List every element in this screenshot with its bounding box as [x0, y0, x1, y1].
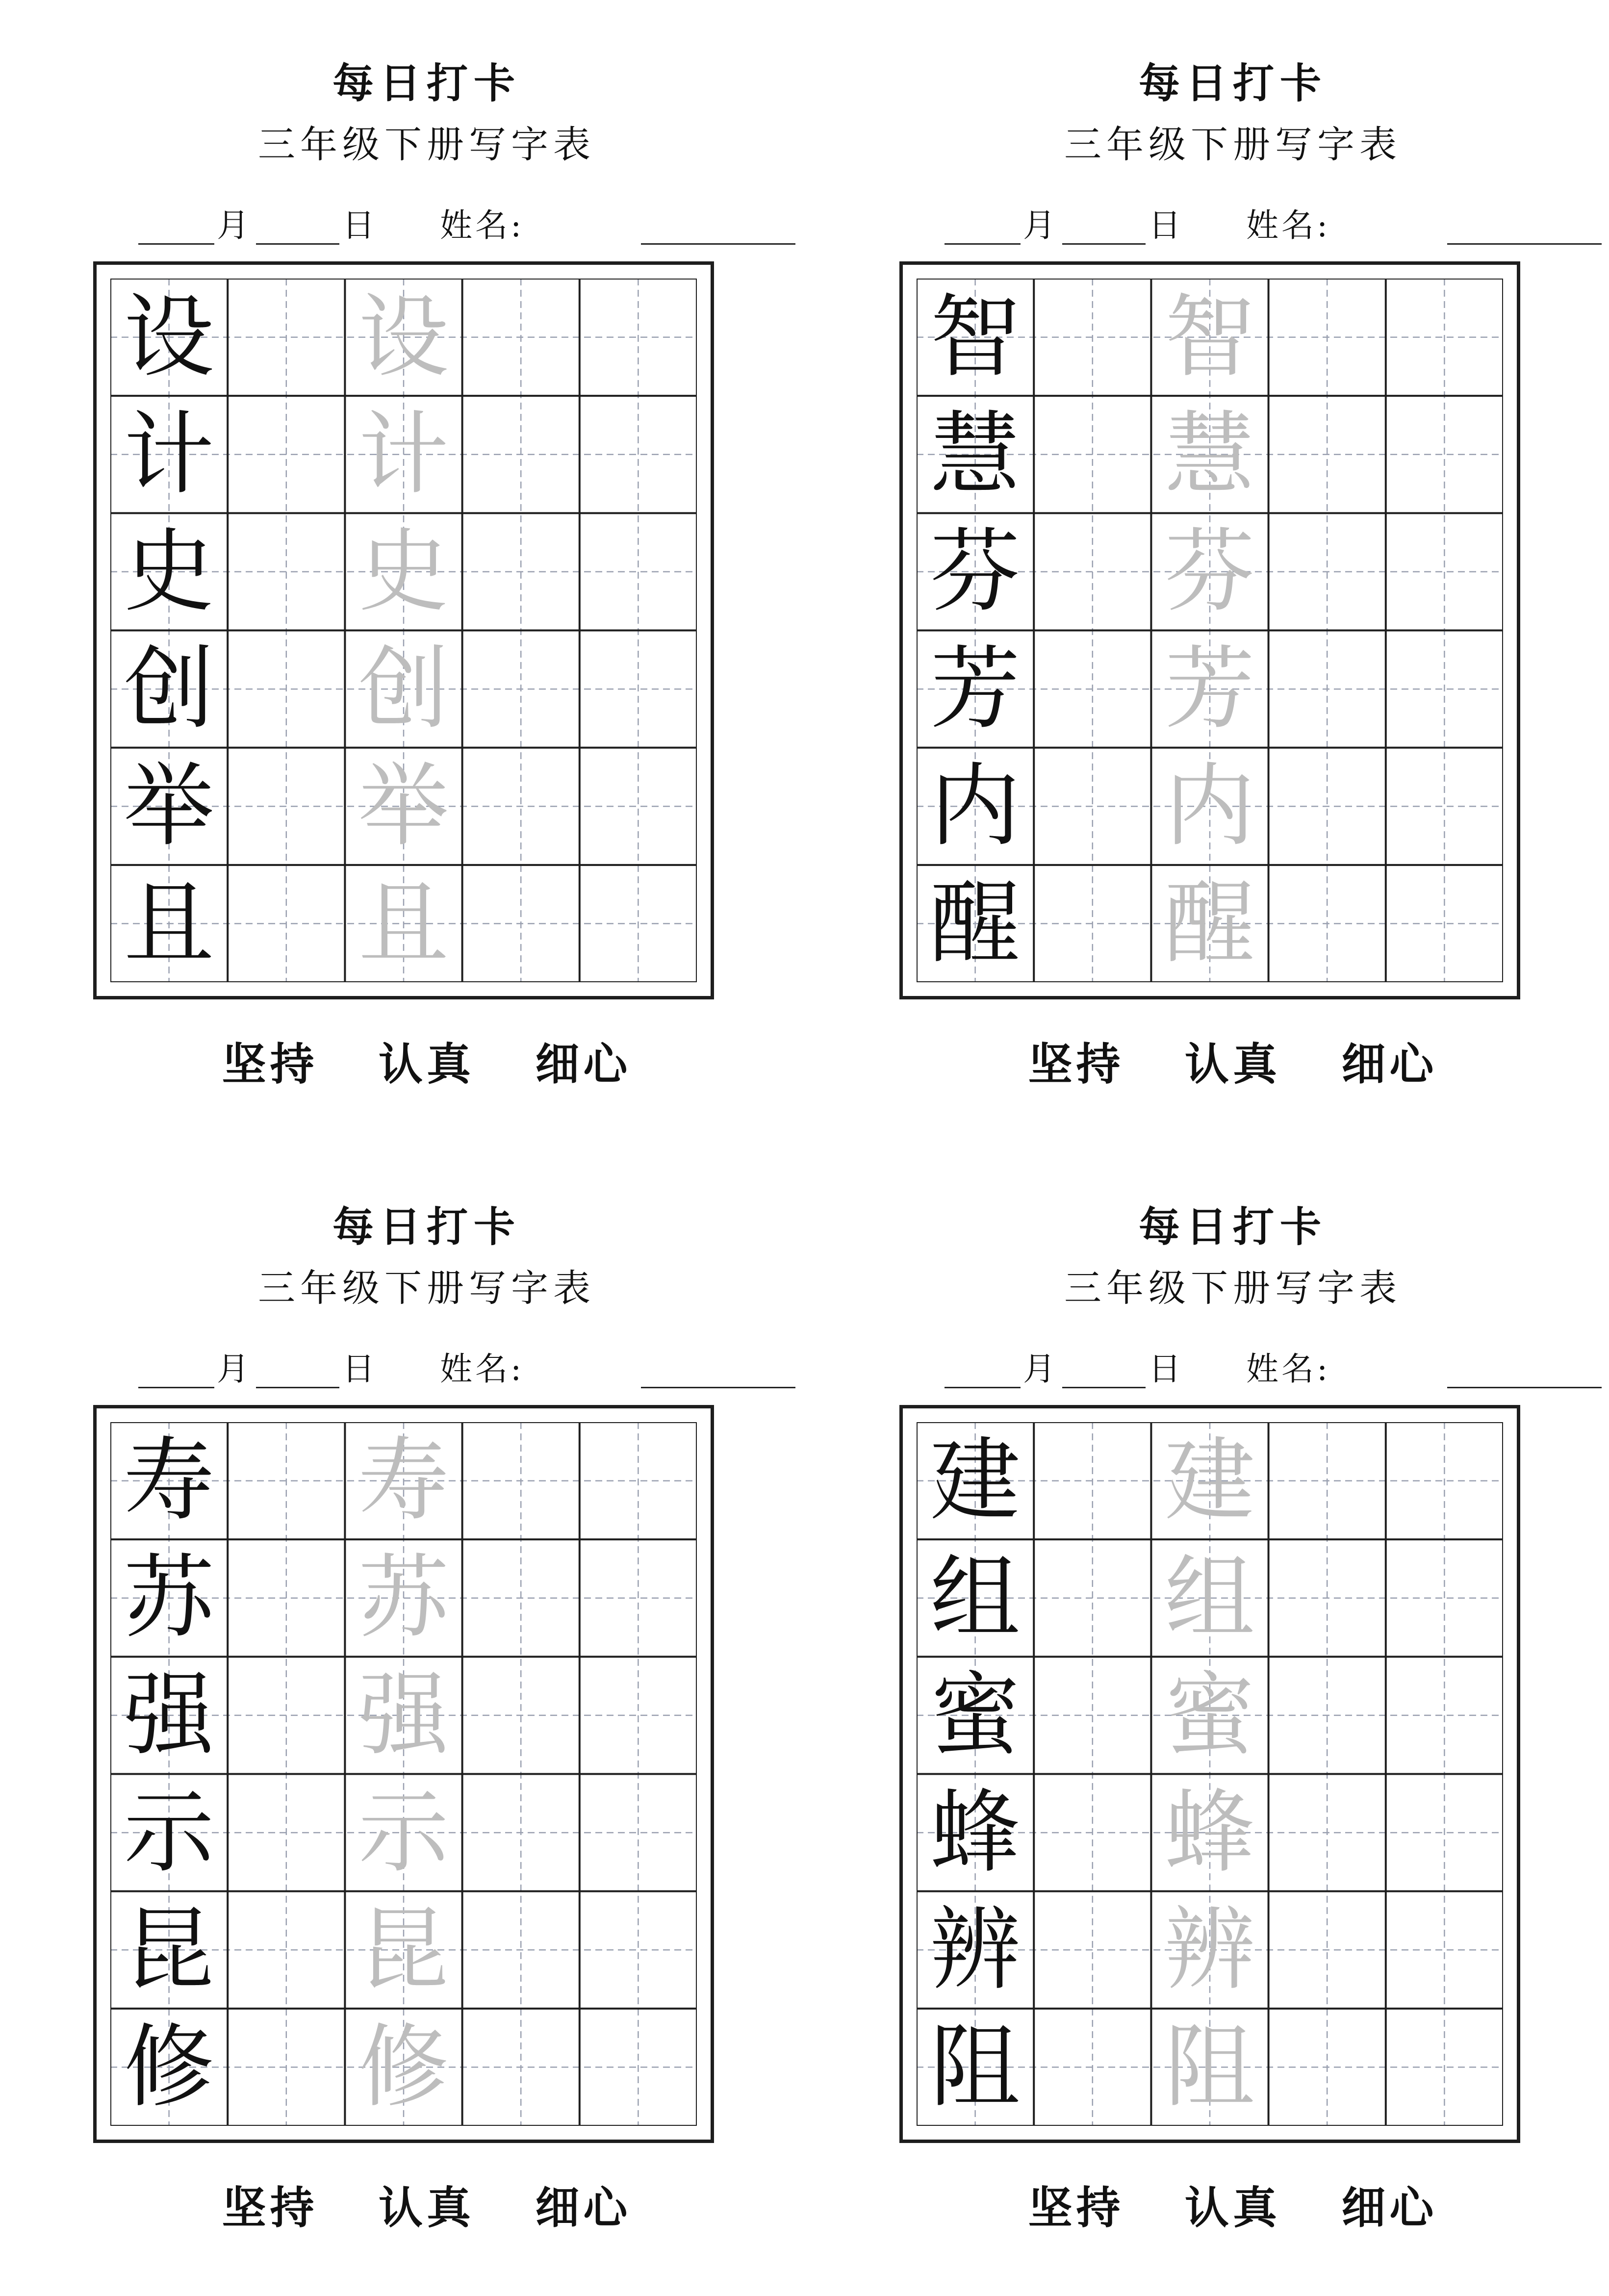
model-character: 示 — [124, 1780, 214, 1886]
name-label: 姓名: — [1246, 206, 1331, 244]
sheet-title: 每日打卡 — [1138, 1202, 1327, 1251]
sheet-subtitle: 三年级下册写字表 — [258, 123, 595, 166]
date-name-row — [945, 1350, 1582, 1394]
model-character: 阻 — [930, 2015, 1021, 2120]
trace-character: 智 — [1164, 284, 1255, 390]
writing-grid-frame — [93, 1405, 714, 2143]
day-label: 日 — [1149, 206, 1181, 244]
model-character: 辨 — [930, 1897, 1021, 2003]
month-label: 月 — [1023, 1350, 1055, 1388]
motto-careful: 认真 — [1185, 2182, 1281, 2234]
model-character: 蜜 — [930, 1662, 1021, 1768]
worksheet-1 — [59, 59, 794, 1152]
writing-grid[interactable] — [917, 1422, 1503, 2126]
trace-character: 寿 — [358, 1428, 449, 1533]
motto-attentive: 细心 — [535, 2182, 632, 2234]
motto-footer — [865, 1035, 1601, 1094]
trace-character: 蜂 — [1164, 1780, 1255, 1886]
motto-attentive: 细心 — [1341, 2182, 1438, 2234]
sheet-subtitle: 三年级下册写字表 — [258, 1266, 595, 1310]
name-label: 姓名: — [440, 1350, 525, 1388]
trace-character: 创 — [358, 637, 449, 742]
model-character: 苏 — [124, 1545, 214, 1651]
trace-character: 阻 — [1164, 2015, 1255, 2120]
day-label: 日 — [1149, 1350, 1181, 1388]
trace-character: 苏 — [358, 1545, 449, 1651]
name-label: 姓名: — [440, 206, 525, 244]
trace-character: 修 — [358, 2015, 449, 2120]
worksheet-4 — [865, 1202, 1601, 2296]
trace-character: 史 — [358, 519, 449, 624]
motto-attentive: 细心 — [535, 1038, 632, 1090]
name-blank[interactable] — [1447, 211, 1602, 245]
model-character: 举 — [124, 754, 214, 859]
trace-character: 慧 — [1164, 402, 1255, 507]
month-blank[interactable] — [945, 211, 1021, 245]
model-character: 慧 — [930, 402, 1021, 507]
trace-character: 建 — [1164, 1428, 1255, 1533]
motto-footer — [59, 1035, 794, 1094]
sheet-title: 每日打卡 — [1138, 59, 1327, 107]
motto-persist: 坚持 — [1028, 1038, 1124, 1090]
model-character: 芬 — [930, 519, 1021, 624]
model-character: 创 — [124, 637, 214, 742]
model-character: 蜂 — [930, 1780, 1021, 1886]
trace-character: 且 — [358, 871, 449, 976]
writing-grid-frame — [899, 1405, 1520, 2143]
month-label: 月 — [1023, 206, 1055, 244]
writing-grid-frame — [899, 261, 1520, 999]
trace-character: 内 — [1164, 754, 1255, 859]
day-blank[interactable] — [1062, 211, 1146, 245]
writing-grid[interactable] — [110, 1422, 697, 2126]
name-blank[interactable] — [1447, 1354, 1602, 1388]
model-character: 芳 — [930, 637, 1021, 742]
trace-character: 芬 — [1164, 519, 1255, 624]
sheet-subtitle: 三年级下册写字表 — [1064, 123, 1402, 166]
name-blank[interactable] — [641, 211, 795, 245]
writing-grid[interactable] — [110, 279, 697, 982]
trace-character: 强 — [358, 1662, 449, 1768]
trace-character: 蜜 — [1164, 1662, 1255, 1768]
sheet-title: 每日打卡 — [332, 59, 521, 107]
motto-careful: 认真 — [1185, 1038, 1281, 1090]
trace-character: 组 — [1164, 1545, 1255, 1651]
motto-careful: 认真 — [379, 1038, 475, 1090]
date-name-row — [138, 206, 776, 250]
date-name-row — [945, 206, 1582, 250]
month-blank[interactable] — [945, 1354, 1021, 1388]
model-character: 且 — [124, 871, 214, 976]
month-blank[interactable] — [138, 1354, 214, 1388]
trace-character: 芳 — [1164, 637, 1255, 742]
motto-persist: 坚持 — [1028, 2182, 1124, 2234]
model-character: 组 — [930, 1545, 1021, 1651]
model-character: 强 — [124, 1662, 214, 1768]
motto-footer — [59, 2178, 794, 2237]
worksheet-2 — [865, 59, 1601, 1152]
trace-character: 辨 — [1164, 1897, 1255, 2003]
month-blank[interactable] — [138, 211, 214, 245]
trace-character: 举 — [358, 754, 449, 859]
name-blank[interactable] — [641, 1354, 795, 1388]
month-label: 月 — [217, 206, 249, 244]
date-name-row — [138, 1350, 776, 1394]
day-blank[interactable] — [256, 1354, 339, 1388]
model-character: 昆 — [124, 1897, 214, 2003]
model-character: 设 — [124, 284, 214, 390]
motto-careful: 认真 — [379, 2182, 475, 2234]
model-character: 修 — [124, 2015, 214, 2120]
model-character: 智 — [930, 284, 1021, 390]
model-character: 建 — [930, 1428, 1021, 1533]
sheet-subtitle: 三年级下册写字表 — [1064, 1266, 1402, 1310]
model-character: 内 — [930, 754, 1021, 859]
day-label: 日 — [342, 206, 375, 244]
motto-attentive: 细心 — [1341, 1038, 1438, 1090]
day-blank[interactable] — [1062, 1354, 1146, 1388]
day-label: 日 — [342, 1350, 375, 1388]
trace-character: 醒 — [1164, 871, 1255, 976]
name-label: 姓名: — [1246, 1350, 1331, 1388]
trace-character: 示 — [358, 1780, 449, 1886]
trace-character: 昆 — [358, 1897, 449, 2003]
writing-grid-frame — [93, 261, 714, 999]
motto-persist: 坚持 — [222, 2182, 318, 2234]
trace-character: 计 — [358, 402, 449, 507]
trace-character: 设 — [358, 284, 449, 390]
motto-persist: 坚持 — [222, 1038, 318, 1090]
month-label: 月 — [217, 1350, 249, 1388]
worksheet-3 — [59, 1202, 794, 2296]
model-character: 计 — [124, 402, 214, 507]
sheet-title: 每日打卡 — [332, 1202, 521, 1251]
day-blank[interactable] — [256, 211, 339, 245]
model-character: 醒 — [930, 871, 1021, 976]
model-character: 史 — [124, 519, 214, 624]
writing-grid[interactable] — [917, 279, 1503, 982]
motto-footer — [865, 2178, 1601, 2237]
model-character: 寿 — [124, 1428, 214, 1533]
